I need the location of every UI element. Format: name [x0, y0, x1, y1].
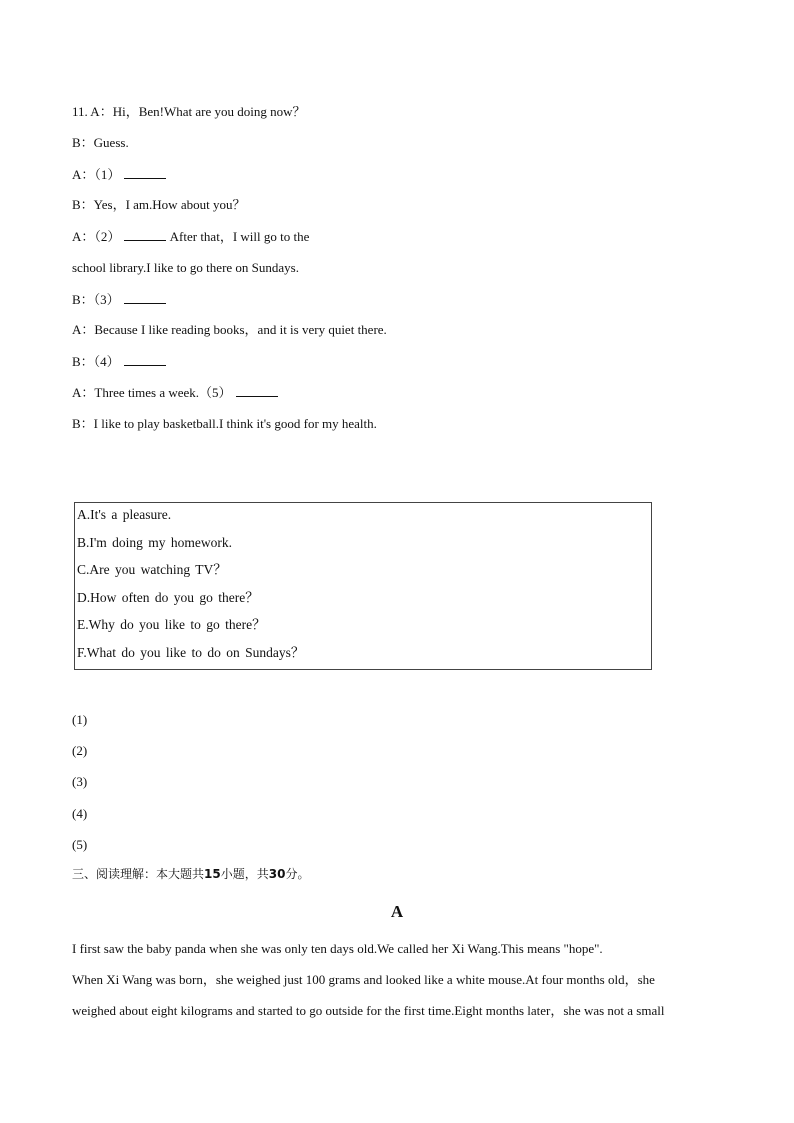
dialogue-line-8: A：Because I like reading books，and it is very quiet there. — [72, 322, 387, 337]
option-d: D.How often do you go there？ — [77, 590, 259, 605]
answer-blank-5[interactable] — [236, 384, 278, 397]
dialogue-line-5 — [72, 228, 309, 245]
dialogue-line-6: school library.I like to go there on Sundays. — [72, 260, 299, 275]
option-c: C.Are you watching TV？ — [77, 562, 227, 577]
dialogue-line-1: 11. A：Hi，Ben!What are you doing now？ — [72, 104, 306, 119]
answer-slot-3: (3) — [72, 774, 88, 789]
section-heading-middle: 小题，共 — [220, 867, 269, 881]
passage-line-2: When Xi Wang was born，she weighed just 100 grams and looked like a white mouse.At four months old，she — [72, 972, 655, 987]
dialogue-line-5-suffix: After that，I will go to the — [169, 229, 310, 244]
answer-blank-1[interactable] — [124, 166, 166, 179]
section-question-count: 15 — [204, 867, 221, 881]
option-b: B.I'm doing my homework. — [77, 535, 233, 550]
dialogue-line-7 — [72, 291, 166, 308]
dialogue-line-10 — [72, 384, 278, 401]
dialogue-line-4: B：Yes，I am.How about you？ — [72, 197, 246, 212]
dialogue-line-5-text: A：（2） — [72, 229, 121, 244]
answer-slot-5: (5) — [72, 837, 88, 852]
dialogue-line-9-text: B：（4） — [72, 354, 120, 369]
dialogue-line-2: B：Guess. — [72, 135, 129, 150]
answer-slot-1: (1) — [72, 712, 88, 727]
section-heading — [72, 866, 309, 882]
section-heading-suffix: 分。 — [285, 867, 310, 881]
passage-line-1: I first saw the baby panda when she was only ten days old.We called her Xi Wang.This means "hope". — [72, 941, 603, 956]
dialogue-line-11: B：I like to play basketball.I think it's good for my health. — [72, 416, 377, 431]
answer-blank-4[interactable] — [124, 353, 166, 366]
dialogue-line-10-text: A：Three times a week.（5） — [72, 385, 232, 400]
option-f: F.What do you like to do on Sundays？ — [77, 645, 305, 660]
passage-line-3: weighed about eight kilograms and started to go outside for the first time.Eight months later，she was not a small — [72, 1003, 665, 1018]
answer-blank-2[interactable] — [124, 228, 166, 241]
dialogue-line-9 — [72, 353, 166, 370]
option-e: E.Why do you like to go there？ — [77, 617, 266, 632]
option-a: A.It's a pleasure. — [77, 507, 172, 522]
options-box — [74, 502, 652, 670]
dialogue-line-7-text: B：（3） — [72, 292, 120, 307]
dialogue-line-3-text: A：（1） — [72, 167, 121, 182]
answer-slot-4: (4) — [72, 806, 88, 821]
answer-blank-3[interactable] — [124, 291, 166, 304]
passage-title: A — [390, 902, 404, 921]
answer-slot-2: (2) — [72, 743, 88, 758]
dialogue-line-3 — [72, 166, 166, 183]
section-heading-prefix: 三、阅读理解：本大题共 — [72, 867, 205, 881]
section-total-score: 30 — [268, 867, 286, 881]
